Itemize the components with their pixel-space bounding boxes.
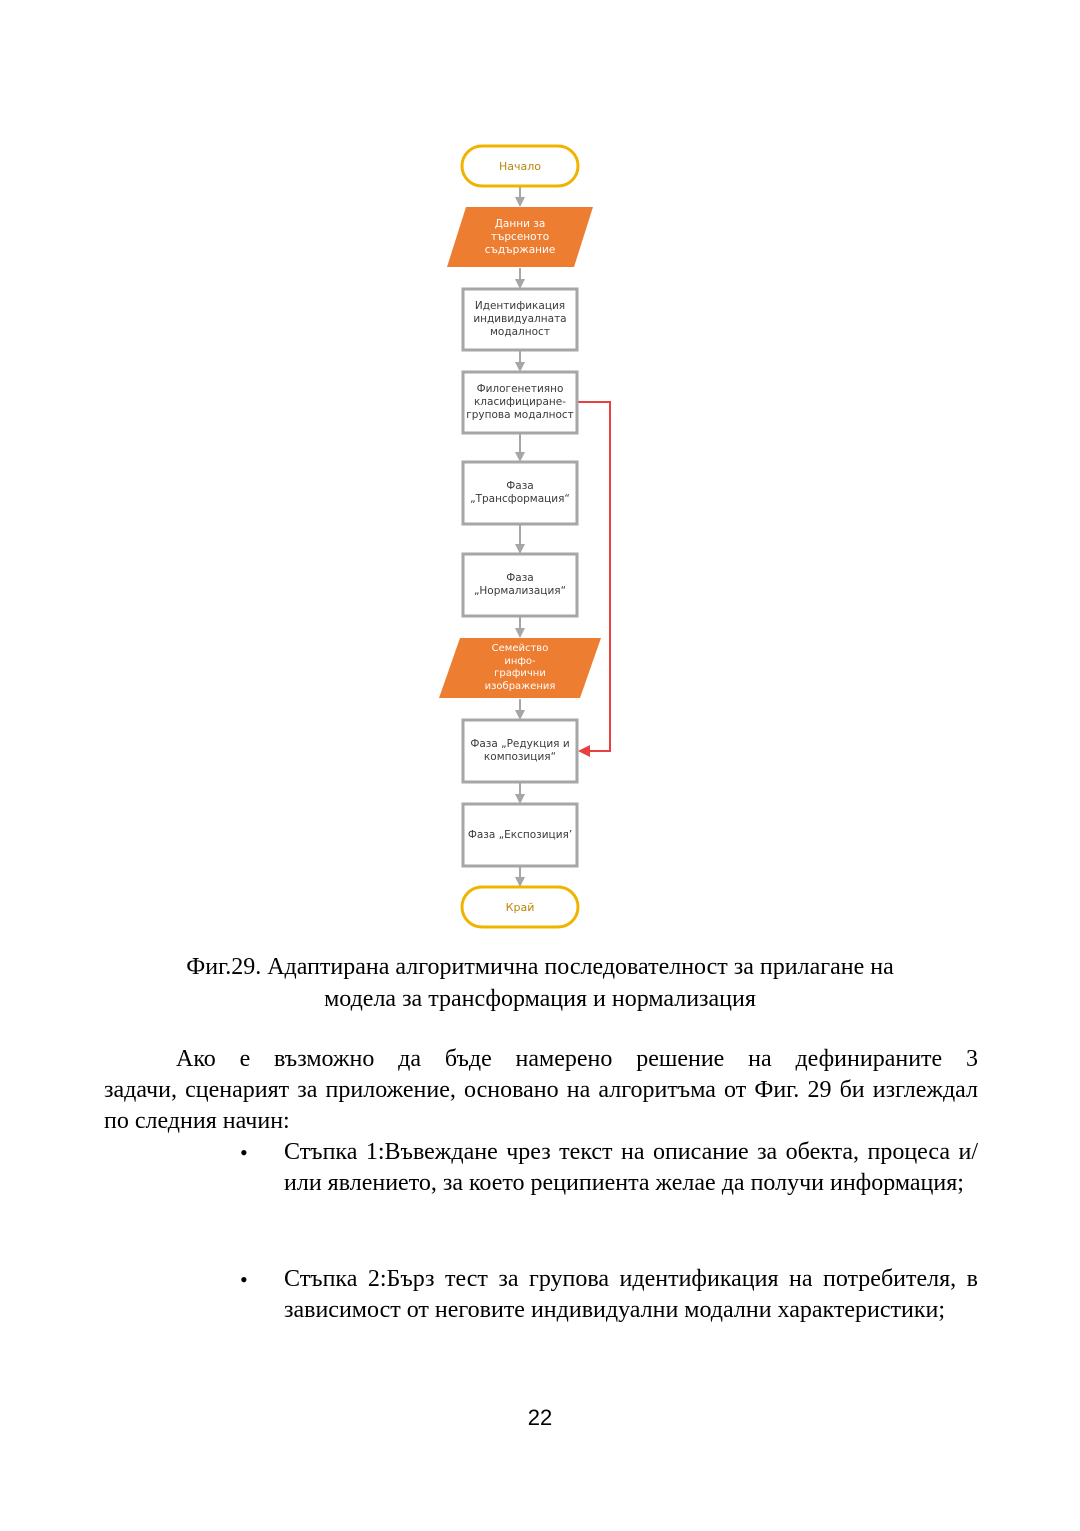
exposition-label: Фаза „Експозиция’ [467,828,573,841]
bullet-marker-2: • [240,1267,248,1292]
start-label: Начало [498,159,541,173]
caption-line-1: Фиг.29. Адаптирана алгоритмична последователност за прилагане на [186,954,894,980]
reduction-label: Фаза „Редукция и композиция“ [470,738,570,763]
paragraph-rest: задачи, сценарият за приложение, основано на алгоритъма от Фиг. 29 би изглеждал по следния начин: [104,1077,978,1134]
end-label: Край [505,900,535,914]
body-paragraph [104,1044,978,1137]
paragraph-first-line: Ако е възможно да бъде намерено решение на дефинираните 3 [176,1046,978,1072]
caption-line-2: модела за трансформация и нормализация [324,986,756,1012]
normalize-label: Фаза „Нормализация“ [473,572,567,597]
page-number: 22 [527,1405,553,1430]
bypass-arrow [578,402,610,751]
bullet-item-2: Стъпка 2:Бърз тест за групова идентификация на потребителя, в зависимост от неговите индивидуални модални характеристики; [284,1266,978,1323]
figure-caption [100,951,980,1015]
input-label: Данни за търсеното съдържание [484,217,556,256]
phylogenetic-label: Филогенетияно класифициране- групова модалност [466,383,574,421]
bullet-marker-1: • [240,1140,248,1165]
individual-label: Идентификация индивидуалната модалност [473,300,567,338]
bullet-item-1: Стъпка 1:Въвеждане чрез текст на описание за обекта, процеса и/или явлението, за което реципиента желае да получи информация; [284,1139,978,1196]
family-label: Семейство инфо- графични изображения [484,643,556,692]
transform-label: Фаза „Трансформация“ [470,480,570,505]
